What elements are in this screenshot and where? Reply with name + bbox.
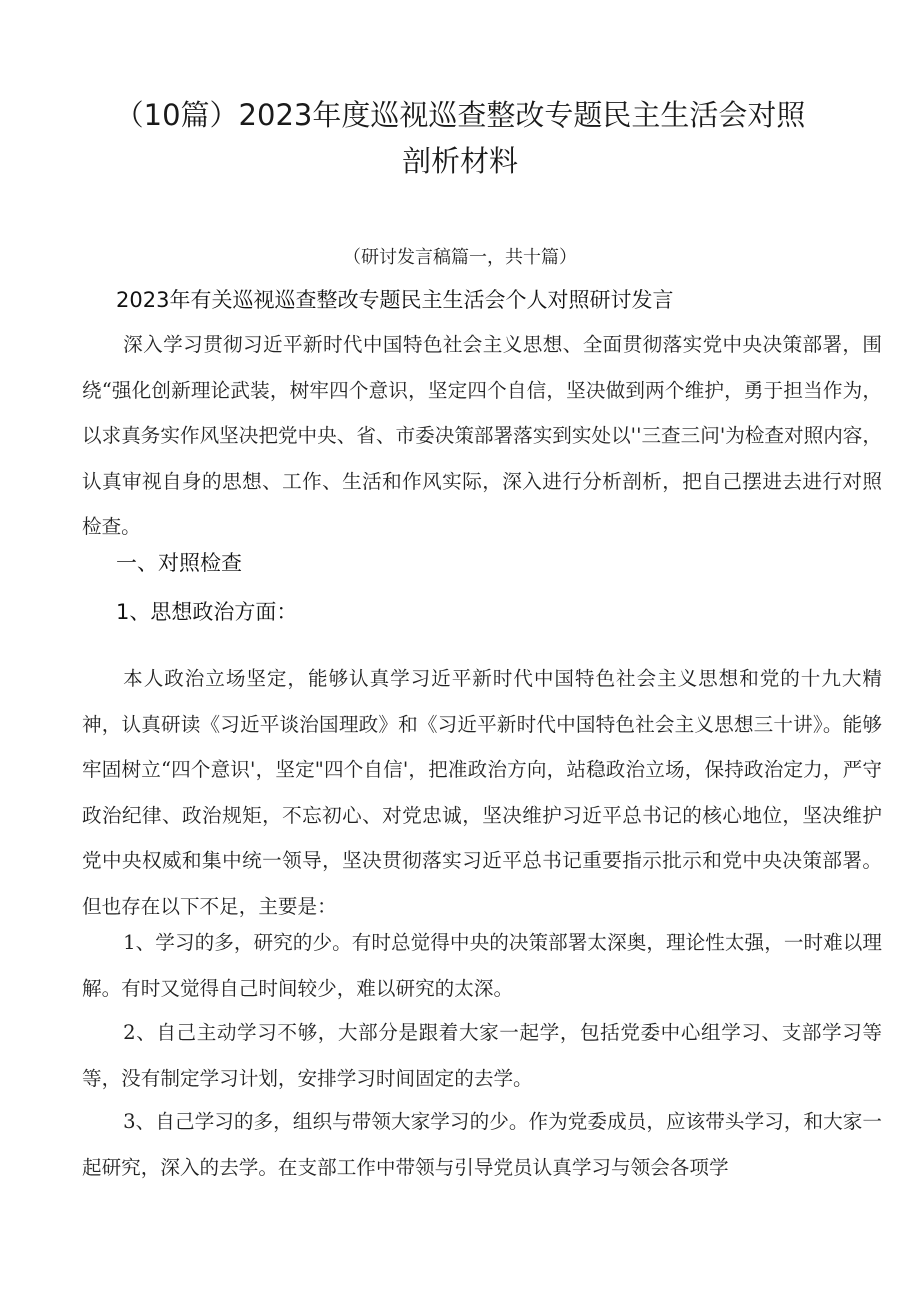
document-title (0, 92, 920, 184)
list-item-2: 2、自己主动学习不够，大部分是跟着大家一起学，包括党委中心组学习、支部学习等等，没有制定学习计划，安排学习时间固定的去学。 (82, 1021, 882, 1090)
list-item-1: 1、学习的多，研究的少。有时总觉得中央的决策部署太深奥，理论性太强，一时难以理解。有时又觉得自己时间较少，难以研究的太深。 (82, 931, 882, 1000)
title-line-1: （10篇）2023年度巡视巡查整改专题民主生活会对照 (114, 98, 806, 132)
document-subtitle: （研讨发言稿篇一，共十篇） (343, 247, 577, 268)
speech-heading: 2023年有关巡视巡查整改专题民主生活会个人对照研讨发言 (116, 288, 674, 312)
intro-paragraph: 深入学习贯彻习近平新时代中国特色社会主义思想、全面贯彻落实党中央决策部署，围绕“强化创新理论武装，树牢四个意识，坚定四个自信，坚决做到两个维护，勇于担当作为，以求真务实作风坚决把党中央、省、市委决策部署落实到实处以''三查三问'为检查对照内容，认真审视自身的思想、工作、生活和作风实际，深入进行分析剖析，把自己摆进去进行对照检查。 (82, 333, 882, 538)
section-heading-1: 一、对照检查 (116, 551, 242, 575)
body-paragraph-1: 本人政治立场坚定，能够认真学习近平新时代中国特色社会主义思想和党的十九大精神，认真研读《习近平谈治国理政》和《习近平新时代中国特色社会主义思想三十讲》。能够牢固树立“四个意识'，坚定"四个自信'，把准政治方向，站稳政治立场，保持政治定力，严守政治纪律、政治规矩，不忘初心、对党忠诚，坚决维护习近平总书记的核心地位，坚决维护党中央权威和集中统一领导，坚决贯彻落实习近平总书记重要指示批示和党中央决策部署。但也存在以下不足，主要是： (82, 667, 882, 918)
title-line-2: 剖析材料 (401, 144, 518, 178)
subsection-heading-1: 1、思想政治方面： (116, 600, 298, 624)
list-item-3: 3、自己学习的多，组织与带领大家学习的少。作为党委成员，应该带头学习，和大家一起研究，深入的去学。在支部工作中带领与引导党员认真学习与领会各项学 (82, 1110, 882, 1179)
